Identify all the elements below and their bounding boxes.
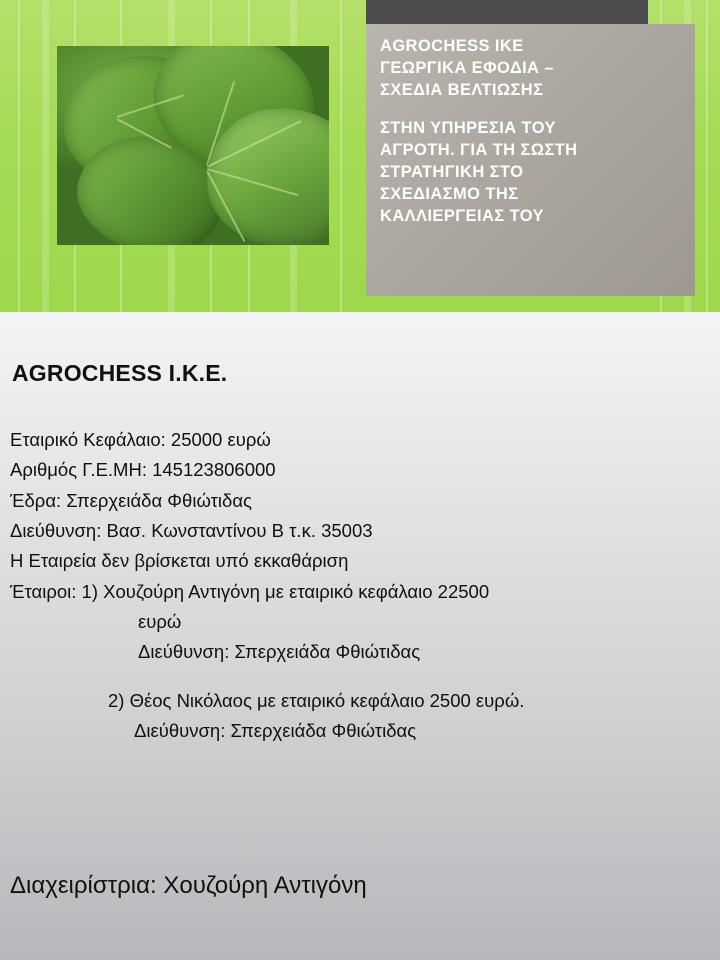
title-line-6: ΣΤΡΑΤΗΓΙΚΗ ΣΤΟ (380, 162, 524, 181)
slide-title (380, 36, 680, 228)
spacer (10, 668, 710, 686)
title-line-8: ΚΑΛΛΙΕΡΓΕΙΑΣ ΤΟΥ (380, 206, 544, 225)
title-line-3: ΣΧΕΔΙΑ ΒΕΛΤΙΩΣΗΣ (380, 80, 544, 99)
detail-partner-1-cont: ευρώ (138, 610, 182, 632)
company-details (10, 425, 710, 746)
title-line-2: ΓΕΩΡΓΙΚΑ ΕΦΟΔΙΑ – (380, 58, 554, 77)
detail-address: Διεύθυνση: Βασ. Κωνσταντίνου Β τ.κ. 35003 (10, 519, 373, 541)
detail-partner-2: 2) Θέος Νικόλαος με εταιρικό κεφάλαιο 2500 ευρώ. (108, 689, 525, 711)
detail-gemi: Αριθμός Γ.Ε.ΜΗ: 145123806000 (10, 459, 276, 481)
title-line-4: ΣΤΗΝ ΥΠΗΡΕΣΙΑ ΤΟΥ (380, 118, 556, 137)
title-line-5: ΑΓΡΟΤΗ. ΓΙΑ ΤΗ ΣΩΣΤΗ (380, 140, 578, 159)
detail-partner-2-address: Διεύθυνση: Σπερχειάδα Φθιώτιδας (134, 719, 417, 741)
vine-leaves-image (57, 46, 329, 245)
company-heading: AGROCHESS I.K.E. (12, 360, 228, 386)
title-line-1: AGROCHESS IKE (380, 37, 524, 55)
detail-partner-1-address: Διεύθυνση: Σπερχειάδα Φθιώτιδας (138, 641, 421, 663)
detail-liquidation: Η Εταιρεία δεν βρίσκεται υπό εκκαθάριση (10, 550, 349, 572)
content-panel (0, 312, 720, 960)
detail-seat: Έδρα: Σπερχειάδα Φθιώτιδας (10, 489, 252, 511)
title-panel (366, 24, 695, 296)
title-line-7: ΣΧΕΔΙΑΣΜΟ ΤΗΣ (380, 184, 519, 203)
manager-line: Διαχειρίστρια: Χουζούρη Αντιγόνη (10, 872, 367, 899)
detail-partner-1: Έταιροι: 1) Χουζούρη Αντιγόνη με εταιρικό κεφάλαιο 22500 (10, 580, 490, 602)
detail-capital: Εταιρικό Κεφάλαιο: 25000 ευρώ (10, 429, 271, 450)
